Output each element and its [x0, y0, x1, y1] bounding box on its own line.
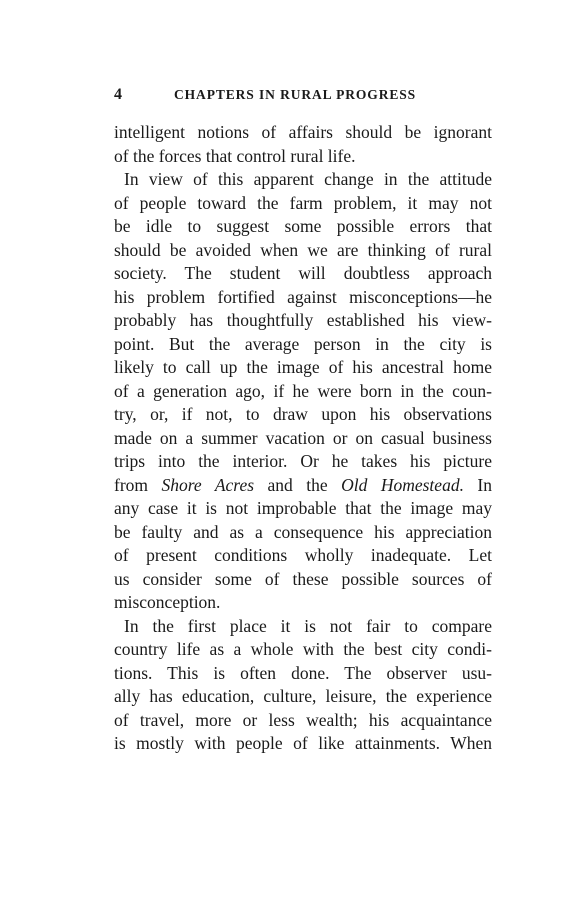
- text-span: from: [114, 474, 162, 495]
- text-span: In: [463, 474, 493, 495]
- body-text: [114, 121, 492, 756]
- text-line: of people toward the farm problem, it may not: [114, 192, 492, 213]
- text-line: intelligent notions of affairs should be ignorant: [114, 122, 492, 142]
- text-line: be faulty and as a consequence his appreciation: [114, 521, 492, 542]
- text-span: and the: [254, 474, 342, 495]
- text-line: of travel, more or less wealth; his acquaintance: [114, 709, 492, 730]
- page-number: 4: [114, 86, 123, 103]
- text-line: misconception.: [114, 592, 221, 612]
- text-line: made on a summer vacation or on casual business: [114, 427, 492, 448]
- text-line: In the first place it is not fair to compare: [124, 615, 492, 636]
- text-line: try, or, if not, to draw upon his observations: [114, 404, 492, 424]
- text-line: [114, 474, 492, 498]
- text-line: tions. This is often done. The observer usu-: [114, 662, 492, 683]
- text-line: probably has thoughtfully established his view-: [114, 310, 492, 330]
- text-line: be idle to suggest some possible errors that: [114, 216, 492, 236]
- running-title: CHAPTERS IN RURAL PROGRESS: [174, 87, 417, 102]
- text-line: his problem fortified against misconceptions—he: [114, 286, 492, 307]
- text-line: of a generation ago, if he were born in the coun-: [114, 380, 492, 401]
- text-line: point. But the average person in the city is: [114, 333, 492, 354]
- text-line: is mostly with people of like attainments. When: [114, 733, 492, 753]
- text-line: likely to call up the image of his ancestral home: [114, 357, 492, 377]
- text-line: In view of this apparent change in the attitude: [124, 169, 492, 189]
- text-line: ally has education, culture, leisure, the experience: [114, 686, 492, 706]
- italic-title: Shore Acres: [161, 474, 255, 495]
- text-line: us consider some of these possible sources of: [114, 568, 492, 589]
- text-line: any case it is not improbable that the image may: [114, 498, 492, 518]
- text-line: of the forces that control rural life.: [114, 145, 356, 166]
- text-line: of present conditions wholly inadequate. Let: [114, 545, 492, 565]
- text-line: society. The student will doubtless approach: [114, 263, 492, 283]
- text-line: should be avoided when we are thinking of rural: [114, 239, 492, 260]
- running-head: [114, 86, 492, 108]
- text-line: country life as a whole with the best city condi-: [114, 639, 492, 659]
- text-line: trips into the interior. Or he takes his picture: [114, 451, 492, 471]
- italic-title: Old Homestead.: [341, 474, 464, 495]
